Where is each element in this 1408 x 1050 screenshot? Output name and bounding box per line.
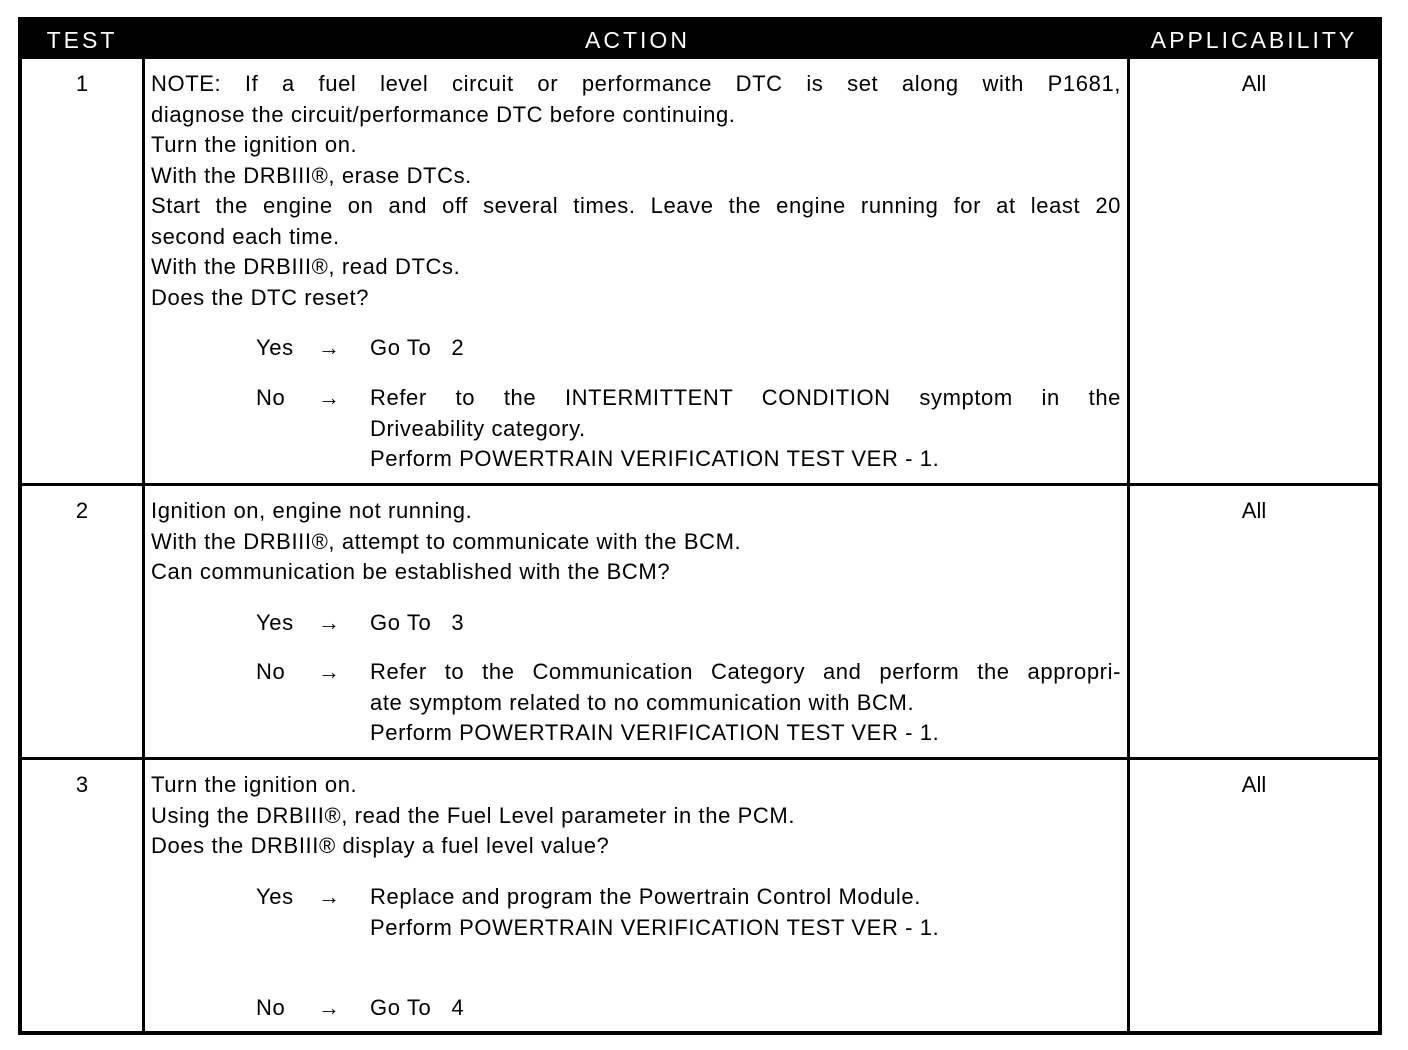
test-number: 1 (75, 71, 89, 96)
action-line: Turn the ignition on. (151, 772, 358, 797)
yes-result (370, 882, 1121, 943)
no-label: No (256, 385, 286, 410)
result-line: Perform POWERTRAIN VERIFICATION TEST VER - 1. (370, 720, 940, 745)
action-line: Turn the ignition on. (151, 132, 358, 157)
row-divider (22, 757, 1378, 760)
action-line: NOTE: If a fuel level circuit or performance DTC is set along with P1681, (151, 71, 1121, 96)
applicability-value: All (1241, 772, 1267, 797)
yes-option (22, 333, 1122, 364)
result-line: Go To 4 (370, 995, 465, 1020)
no-option (22, 657, 1122, 749)
header-test: TEST (46, 27, 118, 53)
column-divider (1127, 59, 1130, 1035)
action-line: Start the engine on and off several times. Leave the engine running for at least 20 (151, 193, 1121, 218)
applicability-value: All (1241, 498, 1267, 523)
action-line: second each time. (151, 223, 340, 249)
result-line: Perform POWERTRAIN VERIFICATION TEST VER - 1. (370, 914, 940, 940)
result-line: Refer to the INTERMITTENT CONDITION symptom in the (370, 385, 1121, 410)
yes-result (370, 333, 1121, 364)
action-line: Does the DTC reset? (151, 284, 370, 310)
result-line: Perform POWERTRAIN VERIFICATION TEST VER - 1. (370, 446, 940, 471)
yes-result (370, 608, 1121, 639)
arrow-icon: → (318, 995, 341, 1020)
arrow-icon: → (318, 610, 341, 635)
arrow-icon: → (318, 335, 341, 360)
action-line: Can communication be established with the BCM? (151, 559, 671, 584)
arrow-icon: → (318, 884, 341, 909)
action-line: Ignition on, engine not running. (151, 498, 473, 523)
result-line: Driveability category. (370, 415, 586, 441)
no-result (370, 383, 1121, 475)
action-line: With the DRBIII®, attempt to communicate with the BCM. (151, 528, 742, 554)
action-line: diagnose the circuit/performance DTC before continuing. (151, 101, 736, 127)
action-line: Does the DRBIII® display a fuel level value? (151, 833, 610, 858)
test-number: 2 (75, 498, 89, 523)
no-label: No (256, 659, 286, 684)
diagnostic-table (18, 17, 1382, 1035)
arrow-icon: → (318, 659, 341, 684)
yes-option (22, 608, 1122, 639)
yes-option (22, 882, 1122, 944)
yes-label: Yes (256, 610, 294, 635)
row-divider (22, 483, 1378, 486)
no-result (370, 993, 1121, 1024)
action-line: Using the DRBIII®, read the Fuel Level parameter in the PCM. (151, 802, 796, 828)
action-text (151, 69, 1121, 313)
yes-label: Yes (256, 335, 294, 360)
arrow-icon: → (318, 385, 341, 410)
test-number: 3 (75, 772, 89, 797)
result-line: Refer to the Communication Category and perform the appropri- (370, 659, 1121, 684)
no-result (370, 657, 1121, 749)
header-action: ACTION (585, 27, 690, 53)
no-label: No (256, 995, 286, 1020)
result-line: Replace and program the Powertrain Control Module. (370, 884, 921, 909)
action-line: With the DRBIII®, erase DTCs. (151, 162, 472, 188)
result-line: ate symptom related to no communication with BCM. (370, 689, 915, 715)
no-option (22, 383, 1122, 475)
action-text (151, 496, 1121, 588)
no-option (22, 993, 1122, 1024)
yes-label: Yes (256, 884, 294, 909)
action-line: With the DRBIII®, read DTCs. (151, 254, 461, 279)
action-text (151, 770, 1121, 862)
applicability-value: All (1241, 71, 1267, 96)
result-line: Go To 2 (370, 335, 465, 360)
table-header (22, 21, 1378, 59)
result-line: Go To 3 (370, 610, 465, 635)
header-applicability: APPLICABILITY (1150, 27, 1358, 53)
